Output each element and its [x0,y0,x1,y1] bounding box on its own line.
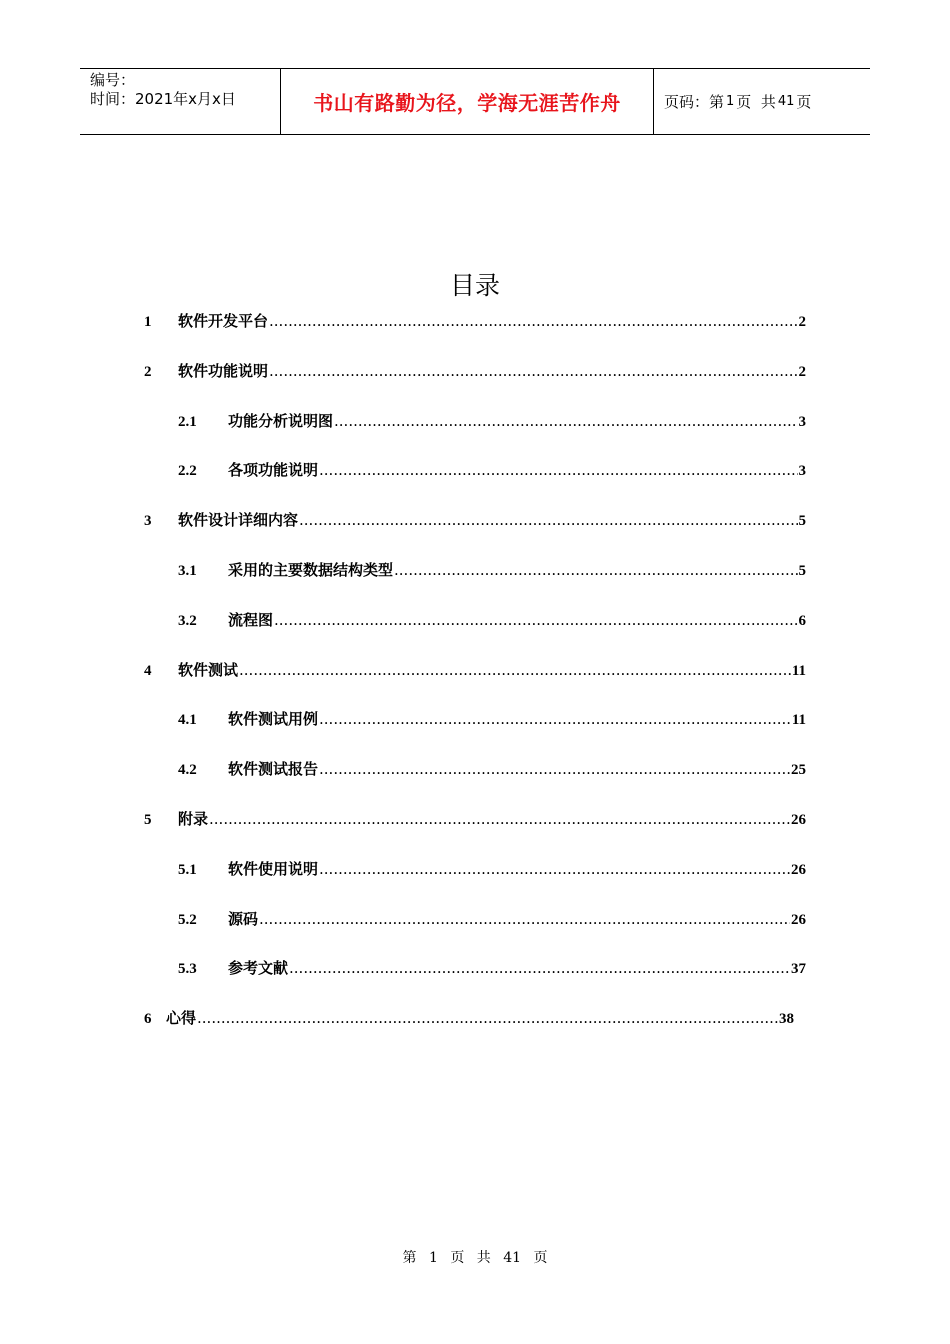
page-suffix: 页 [796,93,812,111]
toc-title: 各项功能说明 [228,461,319,480]
toc-page-number: 2 [798,363,806,380]
toc-leader-dots [239,661,791,679]
toc-title: 软件使用说明 [228,859,319,878]
toc-leader-dots [269,312,797,330]
toc-page-number: 11 [791,662,806,679]
toc-number: 4.2 [178,762,197,779]
toc-entry[interactable] [178,609,806,631]
toc-number: 6 [144,1011,152,1028]
page-footer [0,1247,950,1267]
toc-number: 3.2 [178,612,197,629]
toc-title: 附录 [178,810,209,828]
toc-page-number: 3 [798,463,806,480]
toc-leader-dots [319,710,791,728]
toc-leader-dots [334,412,797,430]
toc-leader-dots [209,810,790,828]
toc-entry[interactable] [144,1007,794,1029]
toc-entry[interactable] [178,459,806,481]
page-middle: 页 共 [736,93,776,111]
toc-leader-dots [289,959,790,977]
toc-number: 3 [144,513,152,530]
toc-page-number: 2 [798,314,806,330]
toc-title: 软件功能说明 [178,361,269,380]
header-info [80,69,281,134]
footer-total: 41 [503,1250,522,1266]
toc-page-number: 26 [791,911,806,928]
code-label: 编号： [90,71,136,89]
toc-page-number: 5 [798,513,806,530]
toc-leader-dots [299,511,797,529]
toc-page-number: 26 [791,812,806,828]
toc-entry[interactable] [178,410,806,432]
toc-title: 软件测试用例 [228,710,319,729]
toc-leader-dots [269,362,797,380]
toc-title: 源码 [228,909,259,928]
footer-current: 1 [428,1250,438,1266]
toc-number: 1 [144,314,152,330]
toc-number: 5.2 [178,911,197,928]
toc-number: 2 [144,363,152,380]
toc-entry[interactable] [144,509,806,531]
toc-title: 流程图 [228,610,274,629]
toc-leader-dots [319,760,790,778]
toc-number: 5.1 [178,861,197,878]
toc-entry[interactable] [178,758,806,780]
page-current: 1 [726,94,735,109]
toc-entry[interactable] [144,808,806,830]
toc-page-number: 5 [798,563,806,579]
page-header [80,68,870,135]
toc-entry[interactable] [178,708,806,730]
footer-suffix: 页 [533,1250,548,1266]
toc-title: 心得 [166,1009,197,1028]
toc-entry[interactable] [144,310,806,332]
toc-leader-dots [319,461,797,479]
time-label: 时间：2021年x月x日 [90,90,236,108]
toc-page-number: 11 [791,712,806,729]
toc-page-number: 26 [791,861,806,878]
toc-title: 参考文献 [228,959,289,978]
toc-leader-dots [259,910,790,928]
toc-title: 软件测试报告 [228,760,319,779]
toc-leader-dots [319,860,790,878]
toc-entry[interactable] [178,908,806,930]
toc-title: 采用的主要数据结构类型 [228,561,394,579]
toc-number: 2.2 [178,463,197,480]
toc-leader-dots [197,1009,778,1027]
toc-number: 5 [144,812,152,828]
toc-number: 5.3 [178,961,197,978]
header-page-info [654,69,870,134]
toc-page-number: 38 [779,1011,794,1028]
toc-page-number: 25 [791,762,806,779]
toc-title: 功能分析说明图 [228,411,334,430]
page-title: 目录 [449,271,500,300]
header-motto-cell [281,69,654,134]
page-prefix: 页码：第 [664,93,725,111]
toc-leader-dots [394,561,797,579]
toc-number: 3.1 [178,563,197,579]
toc-entry[interactable] [178,858,806,880]
page-total: 41 [777,94,795,109]
toc-title: 软件设计详细内容 [178,511,299,530]
toc-title: 软件测试 [178,660,239,679]
toc-entry[interactable] [144,360,806,382]
footer-middle2: 共 [476,1250,491,1266]
footer-middle1: 页 [450,1250,465,1266]
toc-entry[interactable] [178,957,806,979]
toc-number: 4.1 [178,712,197,729]
toc-number: 2.1 [178,413,197,430]
toc-entry[interactable] [178,559,806,581]
toc-leader-dots [274,611,797,629]
toc-page-number: 6 [798,612,806,629]
toc-number: 4 [144,662,152,679]
toc-page-number: 37 [791,961,806,978]
toc-title: 软件开发平台 [178,312,269,330]
footer-prefix: 第 [402,1250,417,1266]
toc-entry[interactable] [144,659,806,681]
toc-page-number: 3 [798,413,806,430]
motto: 书山有路勤为径，学海无涯苦作舟 [313,91,621,115]
